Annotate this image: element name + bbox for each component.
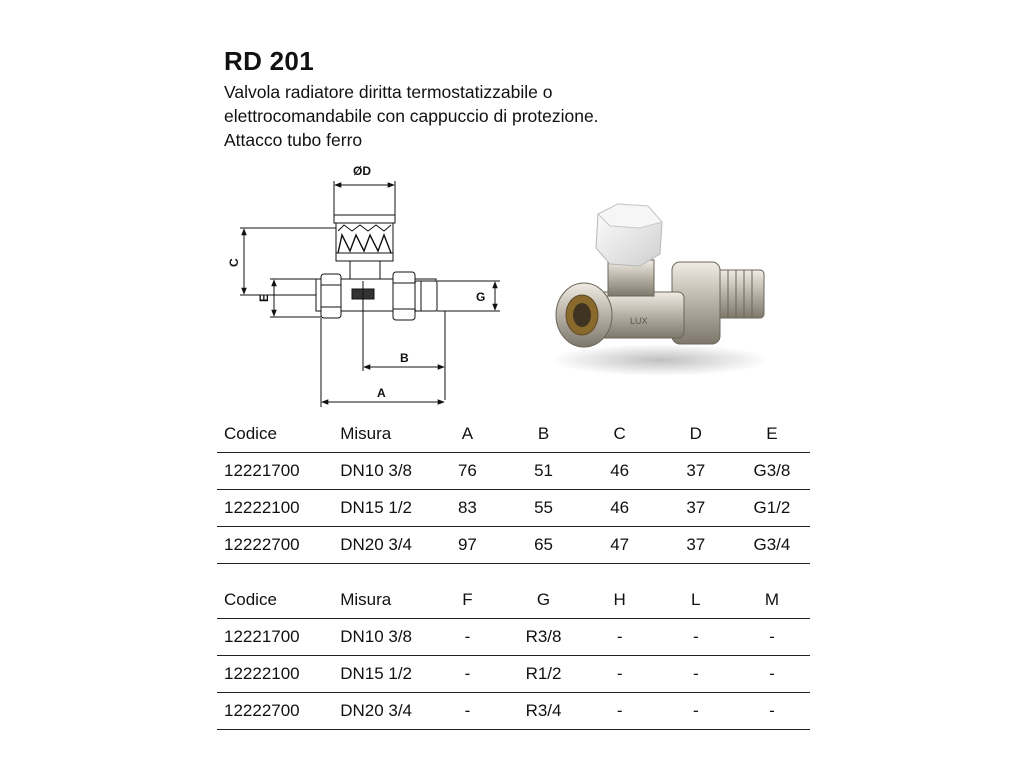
header-misura: Misura xyxy=(340,590,392,609)
label-a: A xyxy=(377,386,386,400)
header-g: G xyxy=(536,590,551,609)
cell-codice: 12221700 xyxy=(224,627,300,646)
table-row xyxy=(217,527,810,564)
cell-a: 83 xyxy=(457,498,477,517)
table-header-row xyxy=(217,416,810,453)
cell-l: - xyxy=(692,701,699,720)
label-b: B xyxy=(400,351,409,365)
header-a: A xyxy=(461,424,474,443)
header-m: M xyxy=(764,590,779,609)
header-misura: Misura xyxy=(340,424,392,443)
cell-misura: DN10 3/8 xyxy=(340,627,413,646)
cell-misura: DN20 3/4 xyxy=(340,535,413,554)
description-line: Attacco tubo ferro xyxy=(224,130,363,150)
table-row xyxy=(217,619,810,656)
header-c: C xyxy=(613,424,626,443)
cell-codice: 12222700 xyxy=(224,535,300,554)
cell-codice: 12222700 xyxy=(224,701,300,720)
header-codice: Codice xyxy=(224,590,277,609)
cell-g: R3/8 xyxy=(525,627,562,646)
product-title: RD 201 xyxy=(224,46,314,76)
header-l: L xyxy=(691,590,701,609)
cell-misura: DN10 3/8 xyxy=(340,461,413,480)
cell-b: 55 xyxy=(534,498,553,517)
cell-h: - xyxy=(616,701,623,720)
label-d: ØD xyxy=(353,164,371,178)
cell-c: 46 xyxy=(610,498,630,517)
cell-d: 37 xyxy=(686,535,706,554)
cell-l: - xyxy=(692,627,699,646)
cell-h: - xyxy=(616,627,623,646)
description-line: elettrocomandabile con cappuccio di protezione. xyxy=(224,106,599,126)
cell-b: 51 xyxy=(534,461,553,480)
table-row xyxy=(217,490,810,527)
table-row xyxy=(217,656,810,693)
cell-misura: DN20 3/4 xyxy=(340,701,413,720)
dimensions-table-2 xyxy=(217,582,810,730)
dimensions-table-1 xyxy=(217,416,810,564)
table-header-row xyxy=(217,582,810,619)
header-b: B xyxy=(537,424,550,443)
cell-c: 46 xyxy=(610,461,630,480)
table-row xyxy=(217,693,810,730)
brand-mark: LUX xyxy=(630,316,648,326)
cell-d: 37 xyxy=(686,461,706,480)
cell-codice: 12221700 xyxy=(224,461,300,480)
cell-g: R1/2 xyxy=(525,664,562,683)
cell-c: 47 xyxy=(610,535,630,554)
label-g: G xyxy=(476,290,486,304)
technical-drawing xyxy=(210,155,510,410)
product-description xyxy=(224,80,599,152)
cell-m: - xyxy=(769,664,775,683)
header-d: D xyxy=(689,424,702,443)
cell-e: G3/8 xyxy=(753,461,791,480)
header-h: H xyxy=(613,590,626,609)
header-f: F xyxy=(462,590,473,609)
cell-e: G3/4 xyxy=(753,535,791,554)
cell-misura: DN15 1/2 xyxy=(340,664,413,683)
cell-f: - xyxy=(464,701,471,720)
label-e: E xyxy=(257,293,271,302)
cell-e: G1/2 xyxy=(753,498,791,517)
cell-h: - xyxy=(616,664,623,683)
cell-a: 76 xyxy=(457,461,477,480)
cell-g: R3/4 xyxy=(525,701,562,720)
cell-m: - xyxy=(769,627,775,646)
cell-f: - xyxy=(464,664,471,683)
cell-l: - xyxy=(692,664,699,683)
description-line: Valvola radiatore diritta termostatizzabile o xyxy=(224,82,553,102)
cell-m: - xyxy=(769,701,775,720)
table-row xyxy=(217,453,810,490)
label-c: C xyxy=(227,258,241,267)
header-codice: Codice xyxy=(224,424,277,443)
cell-misura: DN15 1/2 xyxy=(340,498,413,517)
product-photo xyxy=(540,200,780,380)
cell-b: 65 xyxy=(534,535,553,554)
cell-f: - xyxy=(464,627,471,646)
cell-codice: 12222100 xyxy=(224,498,300,517)
header-e: E xyxy=(766,424,778,443)
cell-a: 97 xyxy=(457,535,477,554)
cell-codice: 12222100 xyxy=(224,664,300,683)
cell-d: 37 xyxy=(686,498,706,517)
